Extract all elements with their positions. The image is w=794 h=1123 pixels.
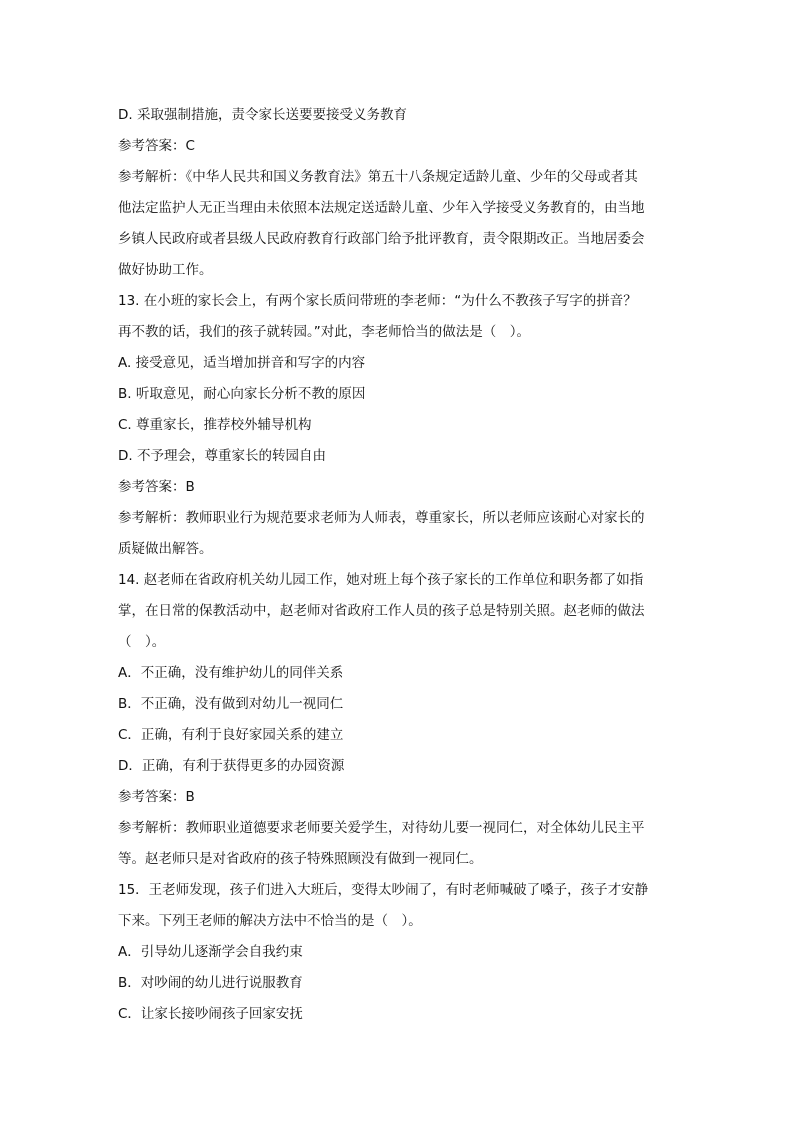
question-14-option-b: B．不正确，没有做到对幼儿一视同仁 (118, 696, 344, 712)
question-15-option-c: C．让家长接吵闹孩子回家安抚 (118, 1006, 303, 1022)
question-14-line-3: （ ）。 (118, 634, 166, 650)
explanation-14-line-1: 参考解析：教师职业道德要求老师要关爱学生，对待幼儿要一视同仁，对全体幼儿民主平 (118, 820, 645, 836)
question-14-option-d: D．正确，有利于获得更多的办园资源 (118, 758, 345, 774)
question-13-option-b: B. 听取意见，耐心向家长分析不教的原因 (118, 386, 366, 402)
answer-14: 参考答案：B (118, 789, 195, 805)
explanation-14-line-2: 等。赵老师只是对省政府的孩子特殊照顾没有做到一视同仁。 (118, 851, 483, 867)
explanation-13-line-1: 参考解析：教师职业行为规范要求老师为人师表，尊重家长，所以老师应该耐心对家长的 (118, 510, 645, 526)
option-d-prev-question: D. 采取强制措施，责令家长送要要接受义务教育 (118, 107, 407, 123)
document-page (118, 100, 678, 1030)
question-14-line-2: 掌，在日常的保教活动中，赵老师对省政府工作人员的孩子总是特别关照。赵老师的做法 (118, 603, 645, 619)
question-14-option-c: C．正确，有利于良好家园关系的建立 (118, 727, 344, 743)
question-14-line-1: 14. 赵老师在省政府机关幼儿园工作，她对班上每个孩子家长的工作单位和职务都了如指 (118, 572, 644, 588)
question-13-option-a: A. 接受意见，适当增加拼音和写字的内容 (118, 355, 366, 371)
question-13-option-d: D. 不予理会，尊重家长的转园自由 (118, 448, 326, 464)
explanation-12-line-1: 参考解析：《中华人民共和国义务教育法》第五十八条规定适龄儿童、少年的父母或者其 (118, 169, 638, 185)
answer-12: 参考答案：C (118, 138, 195, 154)
explanation-12-line-4: 做好协助工作。 (118, 262, 213, 278)
explanation-12-line-2: 他法定监护人无正当理由未依照本法规定送适龄儿童、少年入学接受义务教育的，由当地 (118, 200, 645, 216)
question-15-line-1: 15．王老师发现，孩子们进入大班后，变得太吵闹了，有时老师喊破了嗓子，孩子才安静 (118, 882, 649, 898)
question-13-line-1: 13. 在小班的家长会上，有两个家长质问带班的李老师：“为什么不教孩子写字的拼音？ (118, 293, 637, 309)
explanation-12-line-3: 乡镇人民政府或者县级人民政府教育行政部门给予批评教育，责令限期改正。当地居委会 (118, 231, 645, 247)
question-13-line-2: 再不教的话，我们的孩子就转园。”对此，李老师恰当的做法是（ ）。 (118, 324, 530, 340)
explanation-13-line-2: 质疑做出解答。 (118, 541, 213, 557)
question-14-option-a: A．不正确，没有维护幼儿的同伴关系 (118, 665, 344, 681)
answer-13: 参考答案：B (118, 479, 195, 495)
question-15-option-a: A．引导幼儿逐渐学会自我约束 (118, 944, 303, 960)
question-15-option-b: B．对吵闹的幼儿进行说服教育 (118, 975, 303, 991)
question-13-option-c: C. 尊重家长，推荐校外辅导机构 (118, 417, 312, 433)
question-15-line-2: 下来。下列王老师的解决方法中不恰当的是（ ）。 (118, 913, 422, 929)
